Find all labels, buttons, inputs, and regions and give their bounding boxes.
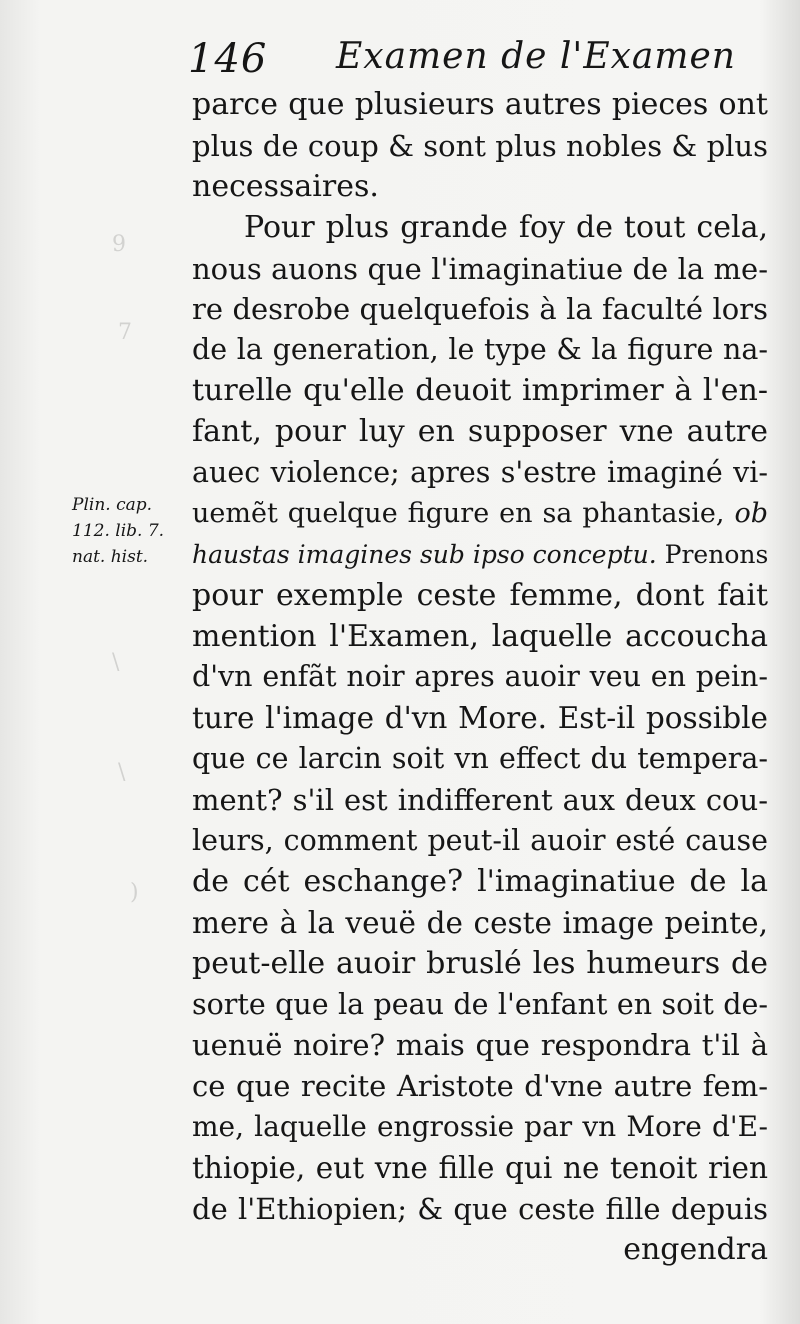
text-span: uemẽt quelque figure en sa phantasie, xyxy=(192,497,725,529)
text-line xyxy=(192,535,768,576)
margin-note-line: nat. hist. xyxy=(72,547,149,567)
text-line: ture l'image d'vn More. Est-il possible xyxy=(192,701,768,736)
text-line: de la generation, le type & la figure na- xyxy=(192,333,768,367)
show-through-mark: 7 xyxy=(118,320,132,345)
text-line: peut-elle auoir bruslé les humeurs de xyxy=(192,945,768,981)
show-through-mark: \ xyxy=(118,760,126,785)
text-line xyxy=(192,494,768,535)
text-line: turelle qu'elle deuoit imprimer à l'en- xyxy=(192,373,768,409)
text-line: uenuë noire? mais que respondra t'il à xyxy=(192,1028,768,1063)
text-line: ment? s'il est indifferent aux deux cou- xyxy=(192,783,768,818)
show-through-mark: \ xyxy=(112,650,120,675)
text-span: Prenons xyxy=(664,539,769,569)
catchword: engendra xyxy=(623,1231,768,1267)
margin-note xyxy=(72,492,187,570)
text-line: me, laquelle engrossie par vn More d'E- xyxy=(192,1110,768,1144)
margin-note-line: Plin. cap. xyxy=(72,495,153,515)
show-through-mark: ) xyxy=(130,880,139,905)
text-line: mere à la veuë de ceste image peinte, xyxy=(192,905,768,940)
text-line: nous auons que l'imaginatiue de la me- xyxy=(192,251,768,286)
latin-quote: haustas imagines sub ipso conceptu. xyxy=(192,539,657,569)
margin-note-line: 112. lib. 7. xyxy=(72,521,165,541)
text-line: ce que recite Aristote d'vne autre fem- xyxy=(192,1069,768,1104)
text-line: d'vn enfãt noir apres auoir veu en pein- xyxy=(192,660,768,694)
text-line: necessaires. xyxy=(192,168,379,204)
text-line: sorte que la peau de l'enfant en soit de- xyxy=(192,987,768,1021)
text-line: fant, pour luy en supposer vne autre xyxy=(192,414,768,450)
latin-quote: ob xyxy=(734,497,768,529)
text-line: auec violence; apres s'estre imaginé vi- xyxy=(192,456,768,490)
text-line: mention l'Examen, laquelle accoucha xyxy=(192,618,768,654)
text-line: plus de coup & sont plus nobles & plus xyxy=(192,128,768,163)
text-line: pour exemple ceste femme, dont fait xyxy=(192,577,768,613)
text-line: re desrobe quelquefois à la faculté lors xyxy=(192,292,768,327)
text-line: leurs, comment peut-il auoir esté cause xyxy=(192,824,768,858)
page-header xyxy=(188,36,768,86)
show-through-mark: 9 xyxy=(112,232,126,257)
text-line: de l'Ethiopien; & que ceste fille depuis xyxy=(192,1192,768,1227)
text-line: que ce larcin soit vn effect du tempera- xyxy=(192,742,768,776)
text-line: thiopie, eut vne fille qui ne tenoit rien xyxy=(192,1151,768,1186)
text-line: de cét eschange? l'imaginatiue de la xyxy=(192,863,768,899)
text-line: parce que plusieurs autres pieces ont xyxy=(192,87,768,122)
page-number: 146 xyxy=(188,36,268,82)
text-line: Pour plus grande foy de tout cela, xyxy=(244,209,768,245)
body-text xyxy=(192,85,768,1271)
running-title: Examen de l'Examen xyxy=(336,36,736,77)
